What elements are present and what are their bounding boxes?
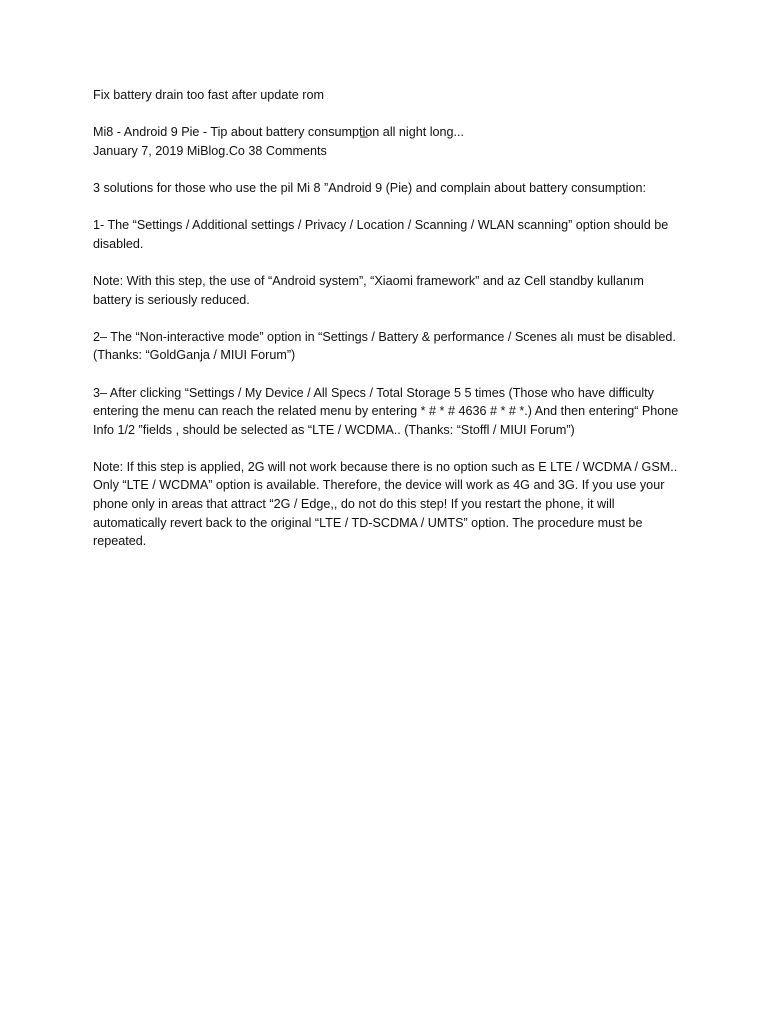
document-title: Fix battery drain too fast after update rom <box>93 88 324 102</box>
intro-paragraph: 3 solutions for those who use the pil Mi 8 ”Android 9 (Pie) and complain about battery consumption: <box>93 180 647 195</box>
step-3-paragraph: 3– After clicking “Settings / My Device / All Specs / Total Storage 5 5 times (Those who have difficulty entering the menu can reach the related menu by entering * # * # 4636 # * # *.) And then entering“ Phone Info 1/2 ”fields , should be selected as “LTE / WCDMA.. (Thanks: “Stoffl / MIUI Forum”) <box>93 385 679 437</box>
note-1-paragraph: Note: With this step, the use of “Android system”, “Xiaomi framework” and az Cell standby kullanım battery is seriously reduced. <box>93 273 644 307</box>
step-2-paragraph: 2– The “Non-interactive mode” option in “Settings / Battery & performance / Scenes alı must be disabled. (Thanks: “GoldGanja / MIUI Forum”) <box>93 329 676 363</box>
note-2-paragraph: Note: If this step is applied, 2G will not work because there is no option such as E LTE / WCDMA / GSM.. Only “LTE / WCDMA” option is available. Therefore, the device will work as 4G and 3G. If you use your phone only in areas that attract “2G / Edge,, do not do this step! If you restart the phone, it will automatically revert back to the original “LTE / TD-SCDMA / UMTS” option. The procedure must be repeated. <box>93 459 678 549</box>
document-page <box>93 86 683 551</box>
document-subtitle: Mi8 - Android 9 Pie - Tip about battery consumpti̲on all night long... <box>93 125 465 140</box>
step-1-paragraph: 1- The “Settings / Additional settings / Privacy / Location / Scanning / WLAN scanning” option should be disabled. <box>93 218 669 251</box>
document-meta: January 7, 2019 MiBlog.Co 38 Comments <box>93 143 327 158</box>
